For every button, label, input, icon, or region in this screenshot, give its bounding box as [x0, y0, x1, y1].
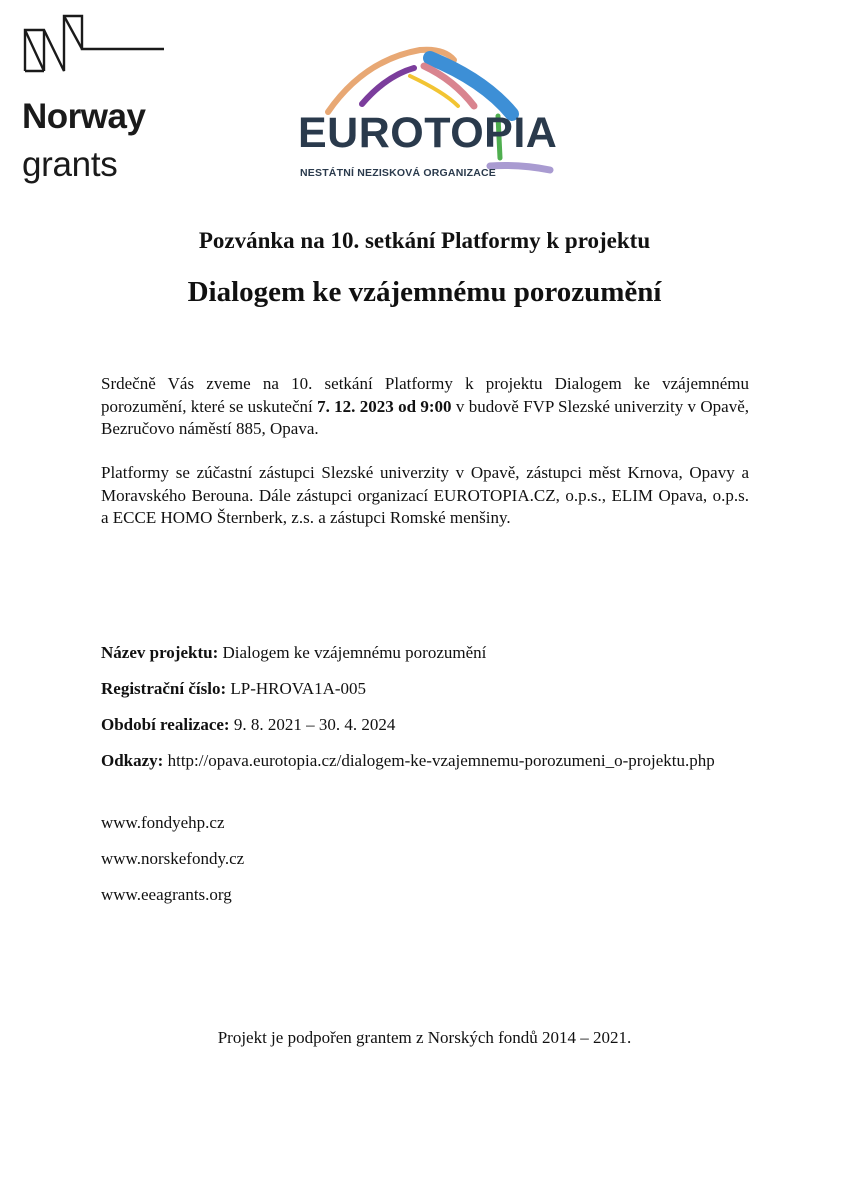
registration-row	[101, 678, 749, 700]
link-norskefondy[interactable]: www.norskefondy.cz	[101, 849, 245, 868]
invitation-heading: Pozvánka na 10. setkání Platformy k projektu	[198, 228, 651, 253]
meeting-date-time: 7. 12. 2023 od 9:00	[317, 396, 452, 416]
registration-value: LP-HROVA1A-005	[226, 679, 367, 698]
link-fondyehp[interactable]: www.fondyehp.cz	[101, 813, 225, 832]
project-name-value: Dialogem ke vzájemnému porozumění	[218, 643, 487, 662]
project-title-heading: Dialogem ke vzájemnému porozumění	[187, 276, 662, 308]
period-value: 9. 8. 2021 – 30. 4. 2024	[229, 715, 396, 734]
paragraph1-text-start: Srdečně Vás zveme na 10. setkání Platformy k projektu Dialogem ke vzájemnému porozumění, které se uskuteční	[101, 374, 749, 416]
norway-grants-logo	[22, 14, 172, 184]
period-label: Období realizace:	[101, 715, 230, 734]
norway-grants-mark-icon	[22, 14, 172, 76]
project-name-row	[101, 642, 749, 664]
participants-paragraph	[101, 462, 749, 530]
funding-note: Projekt je podpořen grantem z Norských fondů 2014 – 2021.	[217, 1028, 632, 1047]
eurotopia-logo	[294, 46, 556, 186]
links-label: Odkazy:	[101, 751, 164, 770]
norway-grants-word-grants: grants	[22, 145, 118, 184]
paragraph1-text-end: v budově FVP Slezské univerzity v Opavě, Bezručovo náměstí 885, Opava.	[101, 396, 749, 438]
eurotopia-subtitle: NESTÁTNÍ NEZISKOVÁ ORGANIZACE	[300, 167, 496, 179]
norway-grants-word-norway: Norway	[22, 97, 146, 136]
eurotopia-wordmark: EUROTOPIA	[298, 109, 558, 157]
invitation-paragraph	[101, 373, 749, 441]
link-eeagrants[interactable]: www.eeagrants.org	[101, 885, 232, 904]
period-row	[101, 714, 749, 736]
registration-label: Registrační číslo:	[101, 679, 227, 698]
project-link[interactable]: http://opava.eurotopia.cz/dialogem-ke-vzajemnemu-porozumeni_o-projektu.php	[163, 751, 715, 770]
project-name-label: Název projektu:	[101, 643, 219, 662]
participants-text: Platformy se zúčastní zástupci Slezské univerzity v Opavě, zástupci měst Krnova, Opavy a Moravského Berouna. Dále zástupci organizací EUROTOPIA.CZ, o.p.s., ELIM Opava, o.p.s. a ECCE HOMO Šternberk, z.s. a zástupci Romské menšiny.	[101, 463, 749, 527]
links-row	[101, 750, 749, 772]
